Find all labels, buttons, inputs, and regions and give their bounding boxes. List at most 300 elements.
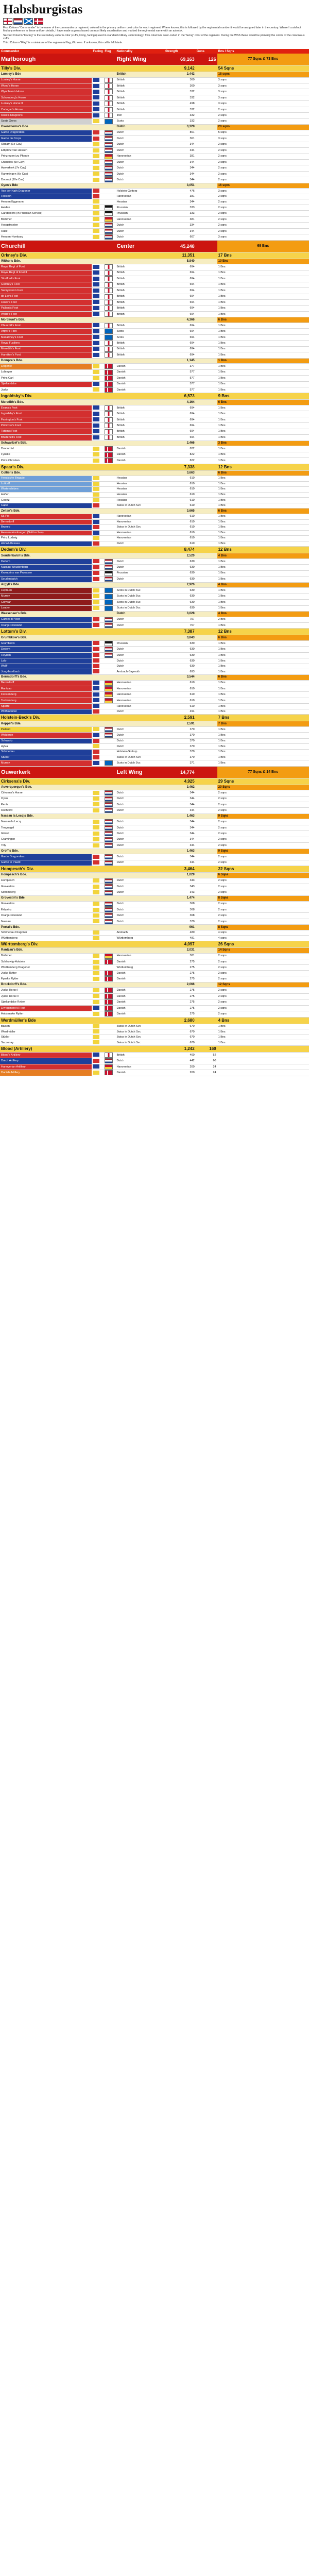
nationality-cell: Hessian [115, 476, 164, 482]
facing-swatch [93, 137, 99, 141]
facing-cell [92, 530, 104, 536]
strength-cell: 344 [164, 171, 196, 177]
regimental-flag-icon [105, 154, 113, 159]
units-cell: 2 sqns [217, 959, 309, 965]
flag-cell [104, 843, 115, 849]
commander-cell: Schleswig-Holstein [0, 959, 92, 965]
facing-cell [92, 594, 104, 599]
flag-cell [104, 936, 115, 941]
flag-cell [104, 411, 115, 417]
facing-cell [92, 492, 104, 498]
facing-swatch [93, 514, 99, 518]
flag-cell [104, 530, 115, 536]
brigade-row [0, 317, 309, 323]
regimental-flag-icon [105, 205, 113, 210]
guns-cell [196, 930, 217, 936]
commander-cell: Bernsdorff's Bde. [0, 674, 92, 680]
facing-cell [92, 901, 104, 907]
flag-cell [104, 216, 115, 222]
flag-cell [104, 669, 115, 675]
guns-cell [196, 481, 217, 487]
table-row [0, 487, 309, 493]
commander-cell: Pentz [0, 802, 92, 807]
units-cell: 2 sqns [217, 878, 309, 884]
flag-cell [104, 577, 115, 582]
strength-cell: 577 [164, 387, 196, 393]
facing-swatch [93, 755, 99, 759]
regimental-flag-icon [105, 692, 113, 697]
facing-swatch [93, 270, 99, 275]
division-row [0, 941, 309, 948]
flag-cell [104, 264, 115, 270]
guns-cell: 24 [196, 1064, 217, 1070]
flag-cell [104, 113, 115, 118]
units-cell: 1 Bns [217, 329, 309, 334]
units-cell: 2 sqns [217, 113, 309, 118]
facing-cell [92, 738, 104, 744]
guns-cell [196, 1017, 217, 1024]
units-cell: 1 Bns [217, 738, 309, 744]
flag-cell [104, 825, 115, 831]
flag-cell [104, 282, 115, 287]
guns-cell [196, 148, 217, 154]
facing-swatch [93, 531, 99, 535]
commander-cell: Obdam (1e Cav) [0, 142, 92, 147]
guns-cell [196, 866, 217, 873]
commander-cell: Wither's Bde. [0, 259, 92, 264]
facing-swatch [93, 223, 99, 227]
nationality-cell [115, 849, 164, 854]
units-cell: 1 Bns [217, 558, 309, 564]
commander-cell: Luttorff [0, 481, 92, 487]
regimental-flag-icon [105, 429, 113, 434]
guns-cell [196, 189, 217, 194]
regimental-flag-icon [105, 341, 113, 346]
guns-cell [196, 452, 217, 457]
regimental-flag-icon [105, 382, 113, 387]
flag-cell [104, 755, 115, 760]
commander-cell: Prins Carl [0, 376, 92, 381]
guns-cell [196, 878, 217, 884]
flag-cell [104, 1035, 115, 1040]
guns-cell [196, 165, 217, 171]
strength-cell: 344 [164, 159, 196, 165]
table-row [0, 680, 309, 686]
nationality-cell [115, 941, 164, 948]
strength-cell: 368 [164, 913, 196, 919]
commander-cell: Ruile [0, 228, 92, 234]
facing-cell [92, 680, 104, 686]
nationality-cell: Dutch [115, 709, 164, 715]
strength-cell: 630 [164, 652, 196, 658]
regimental-flag-icon [105, 294, 113, 299]
regimental-flag-icon [105, 623, 113, 628]
guns-cell [196, 154, 217, 159]
flag-cell [104, 171, 115, 177]
commander-cell: Cadogan's Horse [0, 107, 92, 112]
facing-cell [92, 1040, 104, 1046]
regimental-flag-icon [105, 600, 113, 605]
regimental-flag-icon [105, 825, 113, 831]
brigade-row [0, 873, 309, 878]
commander-cell: Hamilton's Foot [0, 352, 92, 358]
facing-swatch [93, 588, 99, 592]
commander-cell: Bothmer [0, 953, 92, 959]
commander-cell: Murray [0, 760, 92, 766]
commander-cell: Wyndham's Horse [0, 89, 92, 95]
table-row [0, 600, 309, 605]
strength-cell: 610 [164, 498, 196, 503]
brigade-row [0, 400, 309, 405]
table-row [0, 228, 309, 234]
guns-cell [196, 1035, 217, 1040]
facing-cell [92, 240, 104, 252]
table-row [0, 884, 309, 890]
units-cell: 3 sqns [217, 95, 309, 100]
nationality-cell: Hessian [115, 487, 164, 493]
flag-cell [104, 77, 115, 83]
strength-cell: 670 [164, 1024, 196, 1029]
facing-swatch [93, 994, 99, 998]
commander-cell: Livregiment til Hest [0, 1005, 92, 1011]
flag-cell [104, 778, 115, 785]
flag-cell [104, 930, 115, 936]
table-row [0, 565, 309, 570]
strength-cell: 344 [164, 796, 196, 802]
units-cell: 1 Bns [217, 498, 309, 503]
strength-cell: 344 [164, 843, 196, 849]
flag-cell [104, 692, 115, 698]
facing-cell [92, 686, 104, 691]
facing-cell [92, 982, 104, 988]
units-cell: 2 sqns [217, 148, 309, 154]
commander-cell: Wassenaer's Bde. [0, 611, 92, 617]
facing-swatch [93, 476, 99, 480]
guns-cell: 126 [196, 54, 217, 65]
table-row [0, 733, 309, 738]
nationality-cell: British [115, 72, 164, 78]
flag-cell [104, 796, 115, 802]
flag-cell [104, 452, 115, 457]
facing-swatch [93, 493, 99, 497]
flag-cell [104, 622, 115, 628]
strength-cell: 3,843 [164, 635, 196, 641]
strength-cell: 344 [164, 837, 196, 842]
units-cell: 2 sqns [217, 165, 309, 171]
flag-cell [104, 738, 115, 744]
flag-cell [104, 1064, 115, 1070]
guns-cell [196, 234, 217, 240]
strength-cell: 333 [164, 211, 196, 216]
flag-cell [104, 89, 115, 95]
nationality-cell: Dutch [115, 808, 164, 814]
table-row [0, 930, 309, 936]
guns-cell [196, 919, 217, 924]
strength-cell: 3,028 [164, 611, 196, 617]
guns-cell [196, 393, 217, 400]
commander-cell: Erbprinz [0, 907, 92, 913]
facing-swatch [93, 417, 99, 421]
brigade-row [0, 814, 309, 819]
table-row [0, 530, 309, 536]
flag-cell [104, 223, 115, 228]
units-cell: 2 sqns [217, 843, 309, 849]
table-row [0, 405, 309, 411]
guns-cell [196, 738, 217, 744]
units-cell: 1 Bns [217, 640, 309, 646]
units-cell: 69 Bns [217, 240, 309, 252]
flag-cell [104, 148, 115, 154]
strength-cell: 45,248 [164, 240, 196, 252]
nationality-cell: Ansbach-Bayreuth [115, 669, 164, 675]
facing-cell [92, 228, 104, 234]
units-cell: 12 Bns [217, 547, 309, 553]
table-row [0, 369, 309, 375]
strength-cell: 610 [164, 481, 196, 487]
facing-cell [92, 481, 104, 487]
table-row [0, 1029, 309, 1035]
facing-cell [92, 760, 104, 766]
strength-cell: 694 [164, 346, 196, 352]
flag-cell [104, 341, 115, 346]
regimental-flag-icon [105, 641, 113, 646]
commander-cell: Keppel's Bde. [0, 721, 92, 727]
nationality-cell: British [115, 294, 164, 299]
nationality-cell: Dutch [115, 802, 164, 807]
strength-cell: 1,463 [164, 849, 196, 854]
nationality-cell: Hanoverian [115, 536, 164, 541]
facing-cell [92, 878, 104, 884]
commander-cell: Heiden [0, 205, 92, 210]
regimental-flag-icon [105, 335, 113, 340]
guns-cell [196, 796, 217, 802]
table-row [0, 749, 309, 755]
note-commander: First Column "Commander" is the name of the commander or regiment; colored in the primary uniform coat color for each regiment. Where known, this is followed by the regimental number it would be assigned later in the century. Where I could not find any reference to these uniform details, I have made a guess based on most likely coordination and marked the regimental name with an asterisk. [3, 26, 301, 33]
units-cell: 1 Bns [217, 622, 309, 628]
table-row [0, 118, 309, 124]
units-cell: 2 sqns [217, 118, 309, 124]
regimental-flag-icon [105, 119, 113, 124]
units-cell: 3 Bns [217, 440, 309, 446]
nationality-cell: British [115, 311, 164, 317]
facing-swatch [93, 692, 99, 697]
commander-cell: Lingenfe [0, 364, 92, 369]
commander-cell: Fynske [0, 452, 92, 457]
facing-swatch [93, 482, 99, 486]
commander-cell: Bothmer [0, 216, 92, 222]
commander-cell: Zelten's Bde. [0, 509, 92, 514]
facing-cell [92, 570, 104, 576]
header-facing: Facing [93, 49, 103, 53]
guns-cell [196, 125, 217, 130]
regimental-flag-icon [105, 95, 113, 100]
facing-swatch [93, 329, 99, 333]
table-row [0, 738, 309, 744]
guns-cell [196, 276, 217, 282]
units-cell: 2 sqns [217, 194, 309, 199]
nationality-cell: Dutch [115, 860, 164, 866]
facing-swatch [93, 571, 99, 575]
facing-swatch [93, 1006, 99, 1010]
guns-cell [196, 282, 217, 287]
division-row [0, 65, 309, 72]
nationality-cell [115, 873, 164, 878]
strength-cell: 275 [164, 965, 196, 971]
regimental-flag-icon [105, 653, 113, 658]
nationality-cell: Center [115, 240, 164, 252]
commander-cell: Sparre [0, 704, 92, 709]
regimental-flag-icon [105, 606, 113, 611]
facing-cell [92, 400, 104, 405]
table-row [0, 744, 309, 750]
units-cell: 1 Bns [217, 733, 309, 738]
commander-cell: Hepburn [0, 588, 92, 594]
strength-cell: 381 [164, 216, 196, 222]
regimental-flag-icon [105, 423, 113, 428]
strength-cell: 610 [164, 519, 196, 525]
table-row [0, 130, 309, 135]
strength-cell: 344 [164, 199, 196, 205]
units-cell: 1 Bns [217, 709, 309, 715]
strength-cell: 610 [164, 476, 196, 482]
facing-cell [92, 387, 104, 393]
commander-cell: Soudenbalch [0, 577, 92, 582]
strength-cell: 694 [164, 423, 196, 429]
nationality-cell: Hanoverian [115, 692, 164, 698]
table-row [0, 148, 309, 154]
nationality-cell: Dutch [115, 744, 164, 750]
facing-cell [92, 216, 104, 222]
guns-cell [196, 647, 217, 652]
strength-cell: 630 [164, 565, 196, 570]
commander-cell: Bruneb [0, 525, 92, 531]
nationality-cell: Danish [115, 971, 164, 976]
strength-cell: 670 [164, 1035, 196, 1040]
flag-cell [104, 558, 115, 564]
strength-cell: 334 [164, 223, 196, 228]
nationality-cell [115, 464, 164, 470]
facing-swatch [93, 727, 99, 731]
facing-cell [92, 664, 104, 669]
commander-cell: Lalo [0, 658, 92, 664]
guns-cell [196, 1011, 217, 1017]
brigade-row [0, 125, 309, 130]
facing-swatch [93, 277, 99, 281]
facing-cell [92, 323, 104, 328]
commander-cell: Hoffen [0, 492, 92, 498]
commander-cell: Royal Fusiliers [0, 341, 92, 346]
strength-cell: 694 [164, 276, 196, 282]
guns-cell [196, 629, 217, 635]
commander-cell: Lumley's Horse [0, 77, 92, 83]
facing-cell [92, 405, 104, 411]
flag-cell [104, 211, 115, 216]
flag-cell [104, 547, 115, 553]
regimental-flag-icon [105, 971, 113, 976]
facing-cell [92, 464, 104, 470]
flag-cell [104, 953, 115, 959]
guns-cell [196, 907, 217, 913]
guns-cell [196, 640, 217, 646]
units-cell: 6 Sqns [217, 873, 309, 878]
facing-cell [92, 446, 104, 452]
nationality-cell [115, 553, 164, 559]
facing-cell [92, 622, 104, 628]
guns-cell [196, 582, 217, 588]
strength-cell: 275 [164, 1011, 196, 1017]
flag-cell [104, 640, 115, 646]
guns-cell [196, 358, 217, 364]
strength-cell: 4,925 [164, 778, 196, 785]
table-row [0, 1052, 309, 1058]
nationality-cell [115, 1045, 164, 1052]
facing-swatch [93, 791, 99, 795]
nationality-cell: Dutch [115, 738, 164, 744]
units-cell: 26 Sqns [217, 941, 309, 948]
guns-cell [196, 159, 217, 165]
strength-cell: 343 [164, 890, 196, 895]
nationality-cell: Swiss in Dutch Svc [115, 503, 164, 509]
commander-cell: Rammingen (6e Cav) [0, 171, 92, 177]
commander-cell: Carabiniers (in Prussian Service) [0, 211, 92, 216]
guns-cell [196, 476, 217, 482]
commander-cell: Württemberg's Div. [0, 941, 92, 948]
nationality-cell: British [115, 77, 164, 83]
nationality-cell: Dutch [115, 825, 164, 831]
regimental-flag-icon [105, 306, 113, 311]
commander-cell: Tilly's Div. [0, 65, 92, 72]
flag-cell [104, 570, 115, 576]
nationality-cell: Württemberg [115, 965, 164, 971]
flag-cell [104, 760, 115, 766]
nationality-cell: Danish [115, 376, 164, 381]
units-cell: 1 Bns [217, 446, 309, 452]
regimental-flag-icon [105, 954, 113, 959]
table-row [0, 189, 309, 194]
commander-cell: Gramingen [0, 837, 92, 842]
flag-cell [104, 1024, 115, 1029]
units-cell: 3 sqns [217, 83, 309, 89]
table-row [0, 709, 309, 715]
strength-cell: 610 [164, 503, 196, 509]
flag-cell [104, 470, 115, 476]
facing-swatch [93, 843, 99, 848]
guns-cell [196, 429, 217, 434]
facing-cell [92, 503, 104, 509]
regimental-flag-icon [105, 300, 113, 305]
flag-cell [104, 400, 115, 405]
header-commander: Commander [0, 49, 92, 54]
commander-cell: de Lov's Foot [0, 294, 92, 299]
facing-cell [92, 965, 104, 971]
facing-swatch [93, 376, 99, 380]
flag-cell [104, 130, 115, 135]
facing-cell [92, 487, 104, 493]
division-row [0, 547, 309, 553]
commander-cell: Garde Dragonders [0, 130, 92, 135]
facing-swatch [93, 387, 99, 392]
strength-cell: 344 [164, 177, 196, 183]
facing-cell [92, 381, 104, 387]
guns-cell [196, 423, 217, 429]
flag-cell [104, 72, 115, 78]
units-cell: 1 Bns [217, 352, 309, 358]
facing-swatch [93, 837, 99, 841]
facing-cell [92, 1070, 104, 1076]
units-cell: 2 sqns [217, 205, 309, 210]
nationality-cell: Danish [115, 369, 164, 375]
units-cell: 17 Bns [217, 252, 309, 259]
